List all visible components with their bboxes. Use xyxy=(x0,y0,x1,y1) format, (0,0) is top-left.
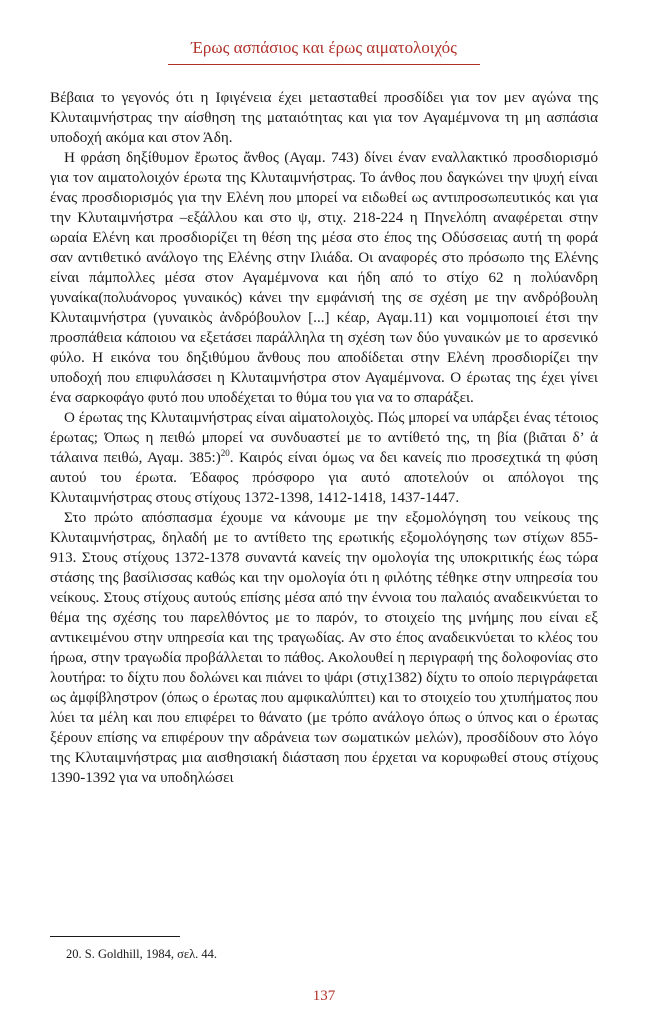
paragraph-3-end: . Καιρός είναι όμως να δει κανείς πιο προσεχτικά τη φύση αυτού του έρωτα. Έδαφος πρόσφορο για αυτό αποτελούν οι απόλογοι της Κλυταιμνήστρας στους στίχους 1372-1398, 1412-1418, 1437-1447. xyxy=(50,450,598,506)
header-underline xyxy=(168,64,480,65)
running-header-title: Έρως ασπάσιος και έρως αιματολοιχός xyxy=(191,38,457,57)
footnote-divider xyxy=(50,936,180,937)
footnote-reference[interactable]: 20 xyxy=(220,447,230,458)
paragraph-3-start: Ο έρωτας της Κλυταιμνήστρας είναι αἱματολοιχὸς. Πώς μπορεί να υπάρξει ένας τέτοιος έρωτας; Όπως η πειθώ μπορεί να συνδυαστεί με το αντίθετό της, τη βία (βιᾶται δ’ ἁ τάλαινα πειθώ, Αγαμ. 385:) xyxy=(50,410,598,466)
body-text xyxy=(50,88,598,788)
paragraph-2: Η φράση δηξίθυμον ἔρωτος ἄνθος (Αγαμ. 743) δίνει έναν εναλλακτικό προσδιορισμό για τον αιματολοιχόν έρωτα της Κλυταιμνήστρας. Το άνθος που δαγκώνει την ψυχή είναι ένας προσδιορισμός για την Ελένη που μπορεί να ειδωθεί ως αντιπροσωπευτικός και για την Κλυταιμνήστρα –εξάλλου και στο ψ, στιχ. 218-224 η Πηνελόπη αναφέρεται στην ωραία Ελένη και προσδιορίζει τη θέση της μέσα στο έπος της Οδύσσειας αυτή τη φορά σαν αντιθετικό ανάλογο της Ελένης στην Ιλιάδα. Οι αναφορές στο πρόσωπο της Ελένης είναι πάμπολλες μέσα στον Αγαμέμνονα και ήδη από το στίχο 62 η πολύανδρη γυναίκα(πολυάνορος γυναικός) κάνει την εμφάνισή της σε σχέση με την ανδρόβουλη Κλυταιμνήστρα (γυναικὸς ἀνδρόβουλον [...] κέαρ, Αγαμ.11) και νομιμοποιεί έτσι την προσπάθεια κάποιου να εξετάσει παράλληλα τη σχέση των δύο γυναικών με το αρσενικό φύλο. Η εικόνα του δηξιθύμου ἄνθους που αποδίδεται στην Ελένη προσδιορίζει την υποδοχή που επιφυλάσσει η Κλυταιμνήστρα στον Αγαμέμνονα. Ο έρωτας της έχει γίνει ένα σαρκοφάγο φυτό που υποδέχεται το θύμα του για να το σπαράξει. xyxy=(50,150,598,406)
paragraph-4: Στο πρώτο απόσπασμα έχουμε να κάνουμε με την εξομολόγηση του νείκους της Κλυταιμνήστρας, δηλαδή με το αντίθετο της ερωτικής εξομολόγησης των στίχων 855-913. Στους στίχους 1372-1378 συναντά κανείς την ομολογία της υποκριτικής έως τώρα στάσης της βασίλισσας καθώς και την ομολογία ότι η φιλότης τέθηκε στην υπηρεσία του νείκους. Στους στίχους αυτούς επίσης μέσα από την έννοια του παλαιός αναδεικνύεται το θέμα της σχέσης του παρελθόντος με το παρόν, το στοιχείο της μνήμης που είναι εξ αντικειμένου στην υπηρεσία και της τραγωδίας. Αν στο έπος αναδεικνύεται το κλέος του ήρωα, στην τραγωδία προβάλλεται το πάθος. Ακολουθεί η περιγραφή της δολοφονίας στο λουτήρα: το δίχτυ που δολώνει και πιάνει το ψάρι (στιχ1382) δίχτυ το οποίο περιγράφεται ως ἀμφίβληστρον (όπως ο έρωτας που αμφικαλύπτει) και το στοιχείο του χτυπήματος που λύει τα μέλη και που επιφέρει το θάνατο (με τρόπο ανάλογο όπως ο ύπνος και ο έρωτας ξέρουν επίσης να επιφέρουν την αδράνεια των σωματικών μελών), προσδίδουν στο λόγο της Κλυταιμνήστρας μια αισθησιακή διάσταση που έρχεται να κορυφωθεί στους στίχους 1390-1392 για να υποδηλώσει xyxy=(50,510,598,786)
footnote: 20. S. Goldhill, 1984, σελ. 44. xyxy=(66,947,218,961)
paragraph-1: Βέβαια το γεγονός ότι η Ιφιγένεια έχει μετασταθεί προσδίδει για τον μεν αγώνα της Κλυταιμνήστρας την αίσθηση της ματαιότητας και για τον Αγαμέμνονα τη μη ασπάσια υποδοχή ακόμα και στον Άδη. xyxy=(50,90,598,146)
paragraph-3 xyxy=(50,408,598,508)
page-number: 137 xyxy=(312,988,336,1004)
